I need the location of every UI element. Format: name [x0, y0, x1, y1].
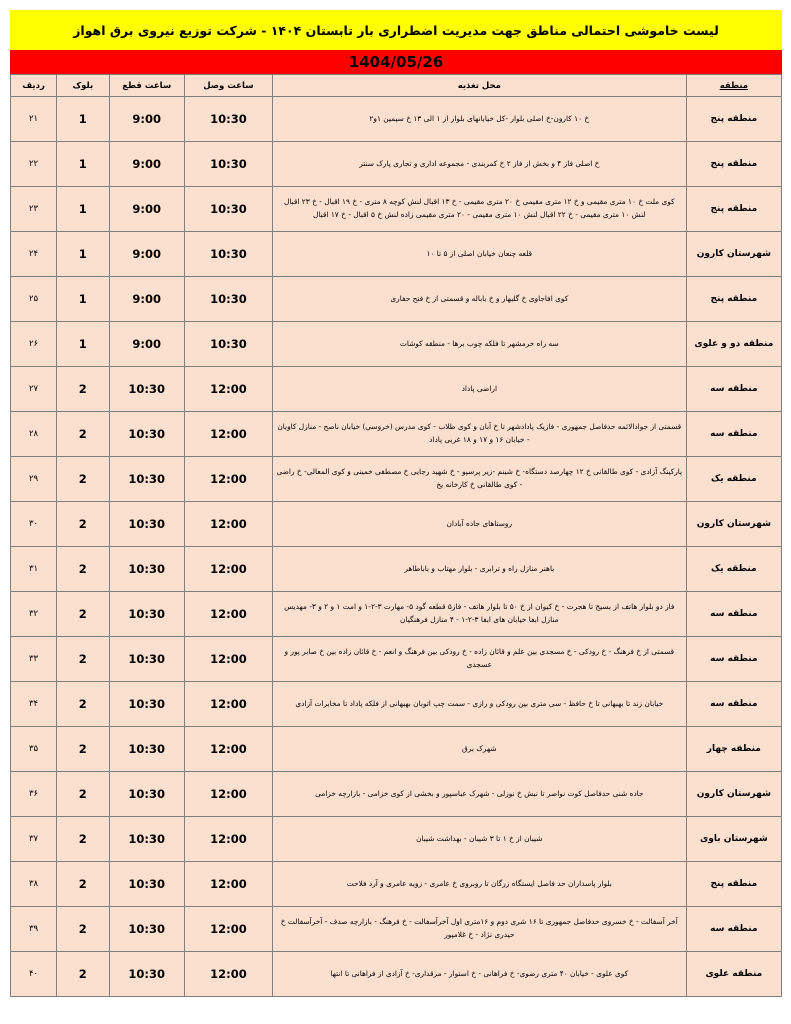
cell-radif: ۳۷ — [11, 817, 57, 862]
cell-mahal: خیابان زند تا بهبهانی تا خ حافظ - سی متری بین رودکی و رازی - سمت چپ اتوبان بهبهانی از فلکه پاداد تا مخابرات آزادی — [272, 682, 686, 727]
cell-mantaghe: منطقه یک — [686, 547, 781, 592]
cell-radif: ۳۰ — [11, 502, 57, 547]
table-row — [11, 187, 782, 232]
cell-blok: 2 — [57, 547, 109, 592]
cell-mahal: قسمتی از جوادالائمه حدفاصل جمهوری - فازیک پادادشهر تا خ آبان و کوی طلاب - کوی مدرس (خروسی) خیابان ناصح - منازل کاویان - خیابان ۱۶ و ۱۷ و ۱۸ غربی پاداد — [272, 412, 686, 457]
cell-mahal: جاده شنی حدفاصل کوت نواصر تا نبش خ نوزلی - شهرک عباسپور و بخشی از کوی خزامی - بازارچه خزامی — [272, 772, 686, 817]
table-row — [11, 412, 782, 457]
cell-radif: ۲۳ — [11, 187, 57, 232]
cell-mantaghe: شهرستان کارون — [686, 772, 781, 817]
cell-radif: ۳۱ — [11, 547, 57, 592]
cell-radif: ۲۹ — [11, 457, 57, 502]
cell-mahal: سه راه خرمشهر تا فلکه چوب برها - منطقه کوشات — [272, 322, 686, 367]
cell-vasl: 12:00 — [184, 412, 272, 457]
cell-vasl: 12:00 — [184, 772, 272, 817]
cell-blok: 2 — [57, 367, 109, 412]
cell-mantaghe: شهرستان کارون — [686, 232, 781, 277]
cell-radif: ۴۰ — [11, 952, 57, 997]
cell-blok: 1 — [57, 322, 109, 367]
cell-mahal: پارکینگ آزادی - کوی طالقانی خ ۱۲ چهارصد دستگاه- خ شبنم -زیر پرسپو - خ شهید رجایی خ مصطفی خمینی و کوی المعالی- خ راضی - کوی طالقانی خ کارخانه یخ — [272, 457, 686, 502]
cell-mahal: کوی علوی - خیابان ۴۰ متری رضوی- خ فراهانی - خ استوار - مرقداری- خ آزادی از فراهانی تا انتها — [272, 952, 686, 997]
column-header-mahal: محل تغذیه — [272, 75, 686, 97]
title-bar — [10, 10, 782, 50]
column-header-radif: ردیف — [11, 75, 57, 97]
cell-ghat: 10:30 — [109, 772, 184, 817]
table-row — [11, 907, 782, 952]
cell-radif: ۲۴ — [11, 232, 57, 277]
cell-mahal: اراضی پاداد — [272, 367, 686, 412]
column-header-ghat: ساعت قطع — [109, 75, 184, 97]
cell-mahal: آخر آسفالت - خ خسروی حدفاصل جمهوری تا ۱۶ شری دوم و ۱۶متری اول آخرآسفالت - خ فرهنگ - بازارچه صدف - آخرآسفالت خ حیدری نژاد - خ غلامپور — [272, 907, 686, 952]
cell-mantaghe: منطقه پنج — [686, 277, 781, 322]
table-row — [11, 547, 782, 592]
table-row — [11, 367, 782, 412]
table-row — [11, 232, 782, 277]
cell-ghat: 10:30 — [109, 682, 184, 727]
cell-blok: 1 — [57, 232, 109, 277]
cell-radif: ۲۸ — [11, 412, 57, 457]
table-row — [11, 637, 782, 682]
column-header-blok: بلوک — [57, 75, 109, 97]
cell-mahal: بلوار پاسداران حد فاصل ایستگاه زرگان تا روبروی خ عامری - زویه عامری و آرد فلاحت — [272, 862, 686, 907]
cell-ghat: 9:00 — [109, 187, 184, 232]
cell-vasl: 12:00 — [184, 637, 272, 682]
cell-blok: 2 — [57, 457, 109, 502]
table-row — [11, 772, 782, 817]
cell-vasl: 12:00 — [184, 907, 272, 952]
cell-ghat: 10:30 — [109, 817, 184, 862]
cell-mahal: قلعه چنعان خیابان اصلی از ۵ تا ۱۰ — [272, 232, 686, 277]
cell-mantaghe: منطقه سه — [686, 412, 781, 457]
cell-vasl: 10:30 — [184, 187, 272, 232]
cell-blok: 1 — [57, 187, 109, 232]
cell-mahal: کوی ملت خ ۱۰ متری مقیمی و خ ۱۲ متری مقیمی خ ۲۰ متری مقیمی - خ ۱۳ اقبال لنش کوچه ۸ متری - خ ۱۹ اقبال - خ ۲۳ اقبال لنش ۱۰ متری مقیمی - خ ۲۲ اقبال لنش ۱۰ متری مقیمی - ۲۰ متری مقیمی زاده لنش خ ۵ اقبال - خ ۱۷ اقبال — [272, 187, 686, 232]
cell-ghat: 9:00 — [109, 142, 184, 187]
outage-table — [10, 74, 782, 997]
cell-radif: ۲۱ — [11, 97, 57, 142]
cell-vasl: 12:00 — [184, 682, 272, 727]
cell-radif: ۳۴ — [11, 682, 57, 727]
cell-ghat: 10:30 — [109, 502, 184, 547]
cell-vasl: 12:00 — [184, 457, 272, 502]
table-body — [11, 97, 782, 997]
cell-mantaghe: منطقه پنج — [686, 187, 781, 232]
table-row — [11, 457, 782, 502]
table-row — [11, 142, 782, 187]
cell-vasl: 12:00 — [184, 367, 272, 412]
cell-blok: 1 — [57, 97, 109, 142]
cell-ghat: 9:00 — [109, 277, 184, 322]
cell-ghat: 10:30 — [109, 727, 184, 772]
cell-blok: 2 — [57, 637, 109, 682]
cell-vasl: 10:30 — [184, 142, 272, 187]
cell-vasl: 12:00 — [184, 817, 272, 862]
cell-radif: ۳۶ — [11, 772, 57, 817]
cell-blok: 2 — [57, 727, 109, 772]
cell-mahal: شهرک برق — [272, 727, 686, 772]
cell-mantaghe: منطقه سه — [686, 592, 781, 637]
cell-radif: ۲۵ — [11, 277, 57, 322]
cell-mantaghe: منطقه پنج — [686, 142, 781, 187]
cell-blok: 2 — [57, 772, 109, 817]
cell-mantaghe: منطقه پنج — [686, 97, 781, 142]
cell-mantaghe: منطقه یک — [686, 457, 781, 502]
table-row — [11, 727, 782, 772]
cell-vasl: 10:30 — [184, 277, 272, 322]
cell-radif: ۲۷ — [11, 367, 57, 412]
cell-mahal: خ ۱۰ کارون-خ اصلی بلوار -کل خیابانهای بلوار از ۱ الی ۱۳ خ سیمین ۱و۲ — [272, 97, 686, 142]
table-row — [11, 682, 782, 727]
cell-mahal: شیبان از خ ۱ تا ۳ شیبان - بهداشت شیبان — [272, 817, 686, 862]
cell-ghat: 10:30 — [109, 862, 184, 907]
cell-vasl: 12:00 — [184, 862, 272, 907]
cell-vasl: 12:00 — [184, 727, 272, 772]
cell-mahal: باهنر منازل راه و ترابری - بلوار مهتاب و باباطاهر — [272, 547, 686, 592]
cell-mantaghe: منطقه سه — [686, 907, 781, 952]
table-row — [11, 277, 782, 322]
cell-radif: ۳۵ — [11, 727, 57, 772]
cell-vasl: 10:30 — [184, 97, 272, 142]
cell-ghat: 9:00 — [109, 232, 184, 277]
cell-mahal: روستاهای جاده آبادان — [272, 502, 686, 547]
cell-blok: 2 — [57, 412, 109, 457]
cell-radif: ۳۳ — [11, 637, 57, 682]
cell-vasl: 12:00 — [184, 502, 272, 547]
cell-mantaghe: منطقه علوی — [686, 952, 781, 997]
cell-ghat: 10:30 — [109, 412, 184, 457]
cell-blok: 2 — [57, 817, 109, 862]
cell-mahal: فاز دو بلوار هاتف از بسیج تا هجرت - خ کیوان از خ ۵۰ تا بلوار هاتف - فاز۵ قطعه گود ۵- مهارت ۳-۲-۱ و امت ۱ و ۲ و ۳- مهدیس منازل ابفا خیابان های ابفا ۳-۲-۱ - ۴ منازل فرهنگیان — [272, 592, 686, 637]
cell-ghat: 10:30 — [109, 952, 184, 997]
cell-ghat: 10:30 — [109, 367, 184, 412]
cell-blok: 1 — [57, 277, 109, 322]
cell-mantaghe: شهرستان باوی — [686, 817, 781, 862]
cell-mantaghe: شهرستان کارون — [686, 502, 781, 547]
cell-ghat: 10:30 — [109, 457, 184, 502]
cell-ghat: 9:00 — [109, 322, 184, 367]
table-row — [11, 862, 782, 907]
column-header-mantaghe: منطقه — [686, 75, 781, 97]
table-header — [11, 75, 782, 97]
cell-blok: 2 — [57, 862, 109, 907]
cell-radif: ۳۲ — [11, 592, 57, 637]
cell-vasl: 12:00 — [184, 547, 272, 592]
table-row — [11, 97, 782, 142]
cell-mantaghe: منطقه سه — [686, 367, 781, 412]
cell-vasl: 12:00 — [184, 952, 272, 997]
table-row — [11, 952, 782, 997]
cell-mahal: کوی افاجاوی خ گلبهار و خ باباله و قسمتی از خ فتح حفاری — [272, 277, 686, 322]
cell-mahal: خ اصلی فاز ۴ و بخش از فاز ۲ خ کمربندی - مجموعه اداری و تجاری پارک سنتر — [272, 142, 686, 187]
cell-radif: ۲۶ — [11, 322, 57, 367]
cell-mantaghe: منطقه دو و علوی — [686, 322, 781, 367]
cell-radif: ۳۹ — [11, 907, 57, 952]
column-header-vasl: ساعت وصل — [184, 75, 272, 97]
cell-mantaghe: منطقه سه — [686, 637, 781, 682]
cell-mantaghe: منطقه سه — [686, 682, 781, 727]
cell-mantaghe: منطقه پنج — [686, 862, 781, 907]
table-row — [11, 592, 782, 637]
cell-vasl: 10:30 — [184, 232, 272, 277]
table-row — [11, 502, 782, 547]
cell-ghat: 10:30 — [109, 592, 184, 637]
cell-radif: ۲۲ — [11, 142, 57, 187]
cell-vasl: 10:30 — [184, 322, 272, 367]
cell-blok: 2 — [57, 952, 109, 997]
cell-blok: 2 — [57, 502, 109, 547]
cell-vasl: 12:00 — [184, 592, 272, 637]
cell-mantaghe: منطقه چهار — [686, 727, 781, 772]
cell-mahal: قسمتی از خ فرهنگ - خ رودکی - خ مسجدی بین علم و قائان زاده - خ رودکی بین فرهنگ و انعم - خ قائان زاده بین خ صابر پور و عسجدی — [272, 637, 686, 682]
cell-ghat: 10:30 — [109, 907, 184, 952]
cell-ghat: 10:30 — [109, 547, 184, 592]
header-row — [11, 75, 782, 97]
cell-ghat: 9:00 — [109, 97, 184, 142]
cell-blok: 1 — [57, 142, 109, 187]
cell-radif: ۳۸ — [11, 862, 57, 907]
cell-blok: 2 — [57, 907, 109, 952]
date-bar — [10, 50, 782, 74]
cell-ghat: 10:30 — [109, 637, 184, 682]
cell-blok: 2 — [57, 682, 109, 727]
schedule-date: 1404/05/26 — [348, 53, 444, 71]
table-row — [11, 817, 782, 862]
table-row — [11, 322, 782, 367]
page-title: لیست خاموشی احتمالی مناطق جهت مدیریت اضطراری بار تابستان ۱۴۰۴ - شرکت توزیع نیروی برق اهواز — [73, 22, 719, 38]
cell-blok: 2 — [57, 592, 109, 637]
